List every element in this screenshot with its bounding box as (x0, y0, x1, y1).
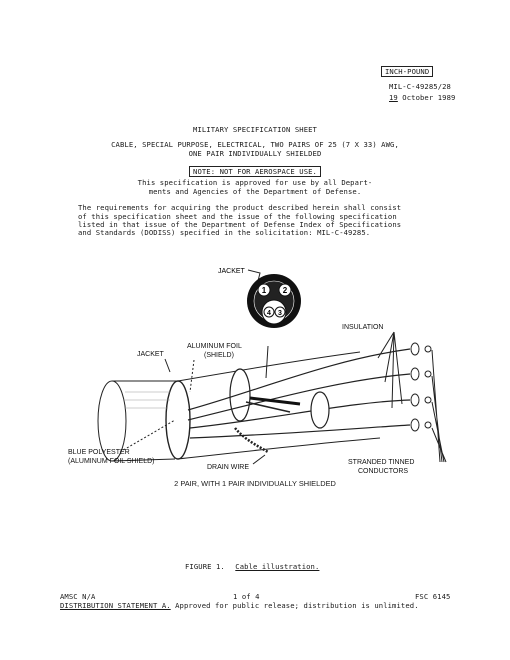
label-blue-polyester: BLUE POLYESTER (68, 449, 130, 456)
aerospace-note: NOTE: NOT FOR AEROSPACE USE. (189, 166, 321, 177)
conductor-1-number: 1 (261, 286, 267, 295)
requirements-line-1: The requirements for acquiring the product described herein shall consist (78, 203, 402, 212)
label-blue-polyester-shield: (ALUMINUM FOIL SHIELD) (68, 458, 155, 465)
label-jacket: JACKET (137, 351, 164, 358)
label-drain-wire: DRAIN WIRE (207, 464, 249, 471)
spec-title-line-3: ONE PAIR INDIVIDUALLY SHIELDED (188, 149, 322, 158)
approval-line-2: ments and Agencies of the Department of Defense. (148, 187, 362, 196)
figure-caption (185, 562, 319, 571)
figure-subcaption: 2 PAIR, WITH 1 PAIR INDIVIDUALLY SHIELDED (174, 479, 336, 488)
requirements-line-4: and Standards (DODISS) specified in the solicitation: MIL-C-49285. (78, 228, 371, 237)
distribution-statement (60, 601, 419, 610)
requirements-line-2: of this specification sheet and the issue of the following specification (78, 212, 397, 221)
cross-section-jacket-label: JACKET (218, 268, 245, 275)
fsc-code: FSC 6145 (415, 592, 451, 601)
label-conductors: CONDUCTORS (358, 468, 409, 475)
date-day: 19 (389, 93, 398, 102)
approval-line-1: This specification is approved for use by all Depart- (137, 178, 373, 187)
cross-section (218, 268, 301, 328)
distribution-text: Approved for public release; distribution is unlimited. (175, 601, 419, 610)
label-insulation: INSULATION (342, 324, 384, 331)
conductor-4-number: 4 (267, 310, 271, 317)
date-month-year: October 1989 (402, 93, 456, 102)
page-number: 1 of 4 (233, 592, 260, 601)
cable-side-view (98, 343, 431, 461)
figure-title: Cable illustration. (235, 562, 320, 571)
inch-pound-box: INCH-POUND (381, 66, 433, 77)
document-number: MIL-C-49285/28 (389, 82, 451, 91)
amsc-code: AMSC N/A (60, 592, 96, 601)
conductor-2-number: 2 (282, 286, 288, 295)
label-stranded-tinned: STRANDED TINNED (348, 459, 415, 466)
requirements-line-3: listed in that issue of the Department of Defense Index of Specifications (78, 220, 402, 229)
spec-sheet-title: MILITARY SPECIFICATION SHEET (193, 125, 317, 134)
figure-number: FIGURE 1. (185, 562, 225, 571)
label-aluminum-foil-shield: (SHIELD) (204, 352, 234, 359)
label-aluminum-foil: ALUMINUM FOIL (187, 343, 242, 350)
spec-title-line-2: CABLE, SPECIAL PURPOSE, ELECTRICAL, TWO PAIRS OF 25 (7 X 33) AWG, (111, 140, 399, 149)
distribution-label: DISTRIBUTION STATEMENT A. (60, 601, 171, 610)
conductor-3-number: 3 (278, 310, 282, 317)
